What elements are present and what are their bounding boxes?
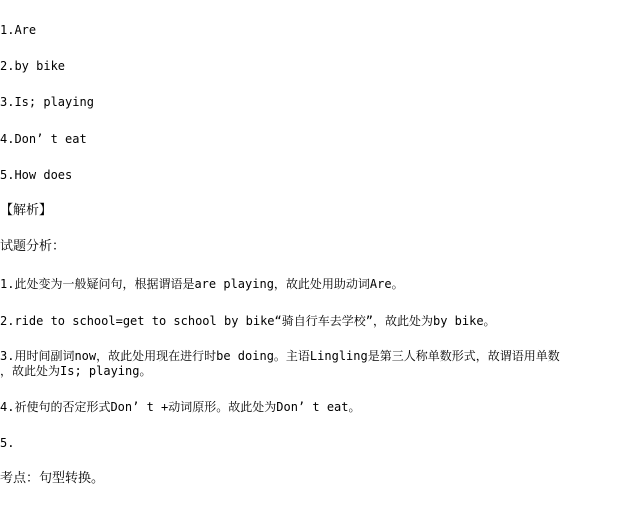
analysis-item-3: 3.用时间副词now，故此处用现在进行时be doing。主语Lingling是第三人称单数形式，故谓语用单数 [0, 349, 560, 363]
answer-5: 5.How does [0, 168, 73, 182]
answer-3: 3.Is; playing [0, 95, 94, 109]
analysis-item-1: 1.此处变为一般疑问句，根据谓语是are playing，故此处用助动词Are。 [0, 277, 404, 291]
answer-1: 1.Are [0, 23, 37, 37]
answer-2: 2.by bike [0, 59, 66, 73]
analysis-subtitle: 试题分析： [0, 239, 66, 254]
answer-4: 4.Don’ t eat [0, 132, 87, 146]
analysis-item-3-cont: ，故此处为Is; playing。 [0, 364, 152, 378]
kaodian: 考点：句型转换。 [0, 471, 105, 486]
analysis-title: 【解析】 [0, 203, 53, 218]
analysis-item-5: 5. [0, 436, 15, 450]
analysis-item-2: 2.ride to school=get to school by bike“骑自行车去学校”，故此处为by bike。 [0, 314, 496, 328]
analysis-item-4: 4.祈使句的否定形式Don’ t +动词原形。故此处为Don’ t eat。 [0, 400, 361, 414]
